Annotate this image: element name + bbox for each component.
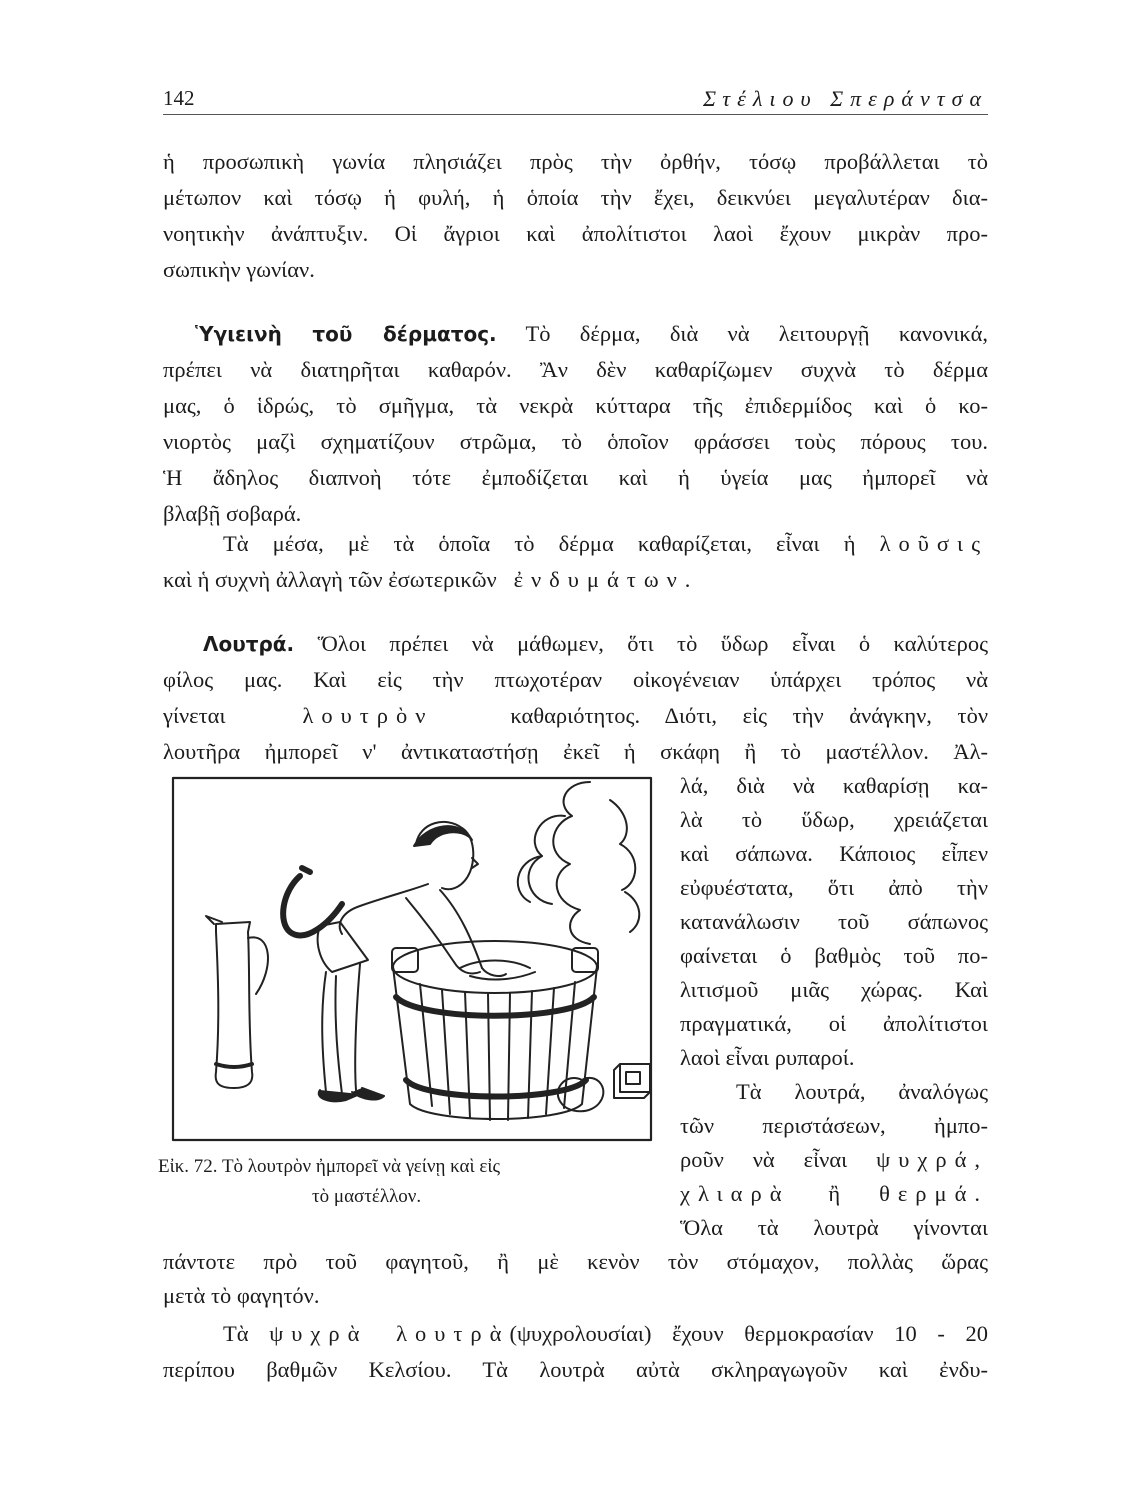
figure-caption-line2: τὸ μαστέλλον. xyxy=(312,1186,422,1207)
text-line: νιορτὸς μαζὶ σχηματίζουν στρῶμα, τὸ ὁποῖον φράσσει τοὺς πόρους του. xyxy=(163,429,988,454)
text-line xyxy=(163,1320,988,1348)
spaced-word: ψυχρὰ λουτρὰ xyxy=(269,1321,510,1346)
text-line: λὰ τὸ ὕδωρ, χρειάζεται xyxy=(680,807,988,832)
spaced-word: λοῦσις xyxy=(879,531,988,556)
text-span: γίνεται xyxy=(163,703,226,728)
text-line: νοητικὴν ἀνάπτυξιν. Οἱ ἄγριοι καὶ ἀπολίτιστοι λαοὶ ἔχουν μικρὰν προ- xyxy=(163,221,988,246)
text-line: λουτῆρα ἠμπορεῖ ν' ἀντικαταστήσῃ ἐκεῖ ἡ σκάφη ἢ τὸ μαστέλλον. Ἀλ- xyxy=(163,739,988,764)
text-line: καὶ σάπωνα. Κάποιος εἶπεν xyxy=(680,841,988,866)
text-line: λιτισμοῦ μιᾶς χώρας. Καὶ xyxy=(680,977,988,1002)
text-line xyxy=(163,566,698,594)
text-line: πάντοτε πρὸ τοῦ φαγητοῦ, ἢ μὲ κενὸν τὸν στόμαχον, πολλὰς ὥρας xyxy=(163,1249,988,1274)
text-line: περίπου βαθμῶν Κελσίου. Τὰ λουτρὰ αὐτὰ σκληραγωγοῦν καὶ ἐνδυ- xyxy=(163,1357,988,1382)
text-span: (ψυχρολουσίαι) ἔχουν θερμοκρασίαν 10 - 20 xyxy=(509,1321,988,1346)
text-line: φίλος μας. Καὶ εἰς τὴν πτωχοτέραν οἰκογένειαν ὑπάρχει τρόπος νὰ xyxy=(163,667,988,692)
text-line: πρέπει νὰ διατηρῆται καθαρόν. Ἂν δὲν καθαρίζωμεν συχνὰ τὸ δέρμα xyxy=(163,357,988,382)
text-span: ἢ xyxy=(828,1181,841,1206)
bath-tub-illustration xyxy=(170,772,654,1144)
text-line xyxy=(163,702,988,730)
text-line: πραγματικά, οἱ ἀπολίτιστοι xyxy=(680,1011,988,1036)
text-line xyxy=(680,1146,988,1174)
spaced-word: θερμά. xyxy=(879,1181,989,1206)
section-heading-skin: Ὑγιεινὴ τοῦ δέρματος. xyxy=(195,322,497,346)
text-line: βλαβῇ σοβαρά. xyxy=(163,501,302,526)
text-line: κατανάλωσιν τοῦ σάπωνος xyxy=(680,909,988,934)
figure-caption-line1: Εἰκ. 72. Τὸ λουτρὸν ἠμπορεῖ νὰ γείνῃ καὶ εἰς xyxy=(158,1156,500,1177)
spaced-word: χλιαρὰ xyxy=(680,1181,790,1206)
figure-72 xyxy=(170,772,654,1144)
running-head: Στέλιου Σπεράντσα xyxy=(702,86,988,111)
text-line xyxy=(163,320,988,348)
text-line: τῶν περιστάσεων, ἠμπο- xyxy=(680,1113,988,1138)
page-number: 142 xyxy=(163,86,195,110)
text-line xyxy=(163,530,988,558)
spaced-word: ψυχρά, xyxy=(876,1147,988,1172)
text-line: Ἡ ἄδηλος διαπνοὴ τότε ἐμποδίζεται καὶ ἡ ὑγεία μας ἠμπορεῖ νὰ xyxy=(163,465,988,490)
text-span: ροῦν νὰ εἶναι xyxy=(680,1147,848,1172)
text-line: μας, ὁ ἱδρώς, τὸ σμῆγμα, τὰ νεκρὰ κύτταρα τῆς ἐπιδερμίδος καὶ ὁ κο- xyxy=(163,393,988,418)
text-span: Τὰ xyxy=(223,1321,249,1346)
text-line xyxy=(163,630,988,658)
text-span: Τὰ μέσα, μὲ τὰ ὁποῖα τὸ δέρμα καθαρίζεται, εἶναι ἡ xyxy=(223,531,856,556)
text-line: Ὅλα τὰ λουτρὰ γίνονται xyxy=(680,1215,988,1240)
section-heading-baths: Λουτρά. xyxy=(203,632,295,656)
text-line: Τὰ λουτρά, ἀναλόγως xyxy=(736,1079,988,1104)
text-line: σωπικὴν γωνίαν. xyxy=(163,257,315,282)
text-span: καὶ ἡ συχνὴ ἀλλαγὴ τῶν ἐσωτερικῶν xyxy=(163,567,497,592)
text-span: Ὅλοι πρέπει νὰ μάθωμεν, ὅτι τὸ ὕδωρ εἶναι ὁ καλύτερος xyxy=(317,631,989,656)
text-span: καθαριότητος. Διότι, εἰς τὴν ἀνάγκην, τὸν xyxy=(510,703,989,728)
text-line: λαοὶ εἶναι ρυπαροί. xyxy=(680,1045,855,1070)
text-span: Τὸ δέρμα, διὰ νὰ λειτουργῇ κανονικά, xyxy=(525,321,988,346)
text-line: μέτωπον καὶ τόσῳ ἡ φυλή, ἡ ὁποία τὴν ἔχει, δεικνύει μεγαλυτέραν δια- xyxy=(163,185,988,210)
text-line: μετὰ τὸ φαγητόν. xyxy=(163,1283,320,1308)
page-header xyxy=(163,82,988,115)
spaced-word: ἐνδυμάτων. xyxy=(513,567,699,592)
text-line: φαίνεται ὁ βαθμὸς τοῦ πο- xyxy=(680,943,988,968)
text-line: εὐφυέστατα, ὅτι ἀπὸ τὴν xyxy=(680,875,988,900)
text-line: λά, διὰ νὰ καθαρίσῃ κα- xyxy=(680,773,988,798)
spaced-word: λουτρὸν xyxy=(302,703,434,728)
text-line: ἡ προσωπικὴ γωνία πλησιάζει πρὸς τὴν ὀρθήν, τόσῳ προβάλλεται τὸ xyxy=(163,149,988,174)
text-line xyxy=(680,1180,988,1208)
